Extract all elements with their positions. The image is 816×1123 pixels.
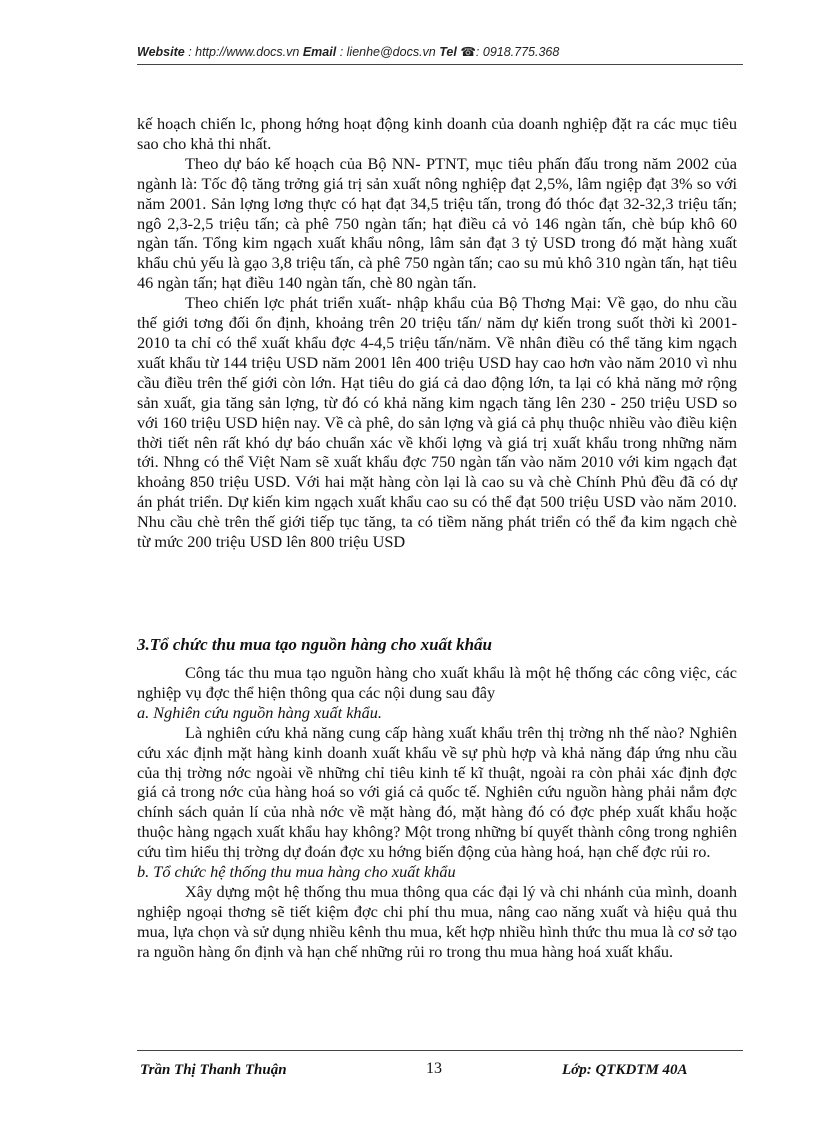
paragraph: Theo chiến lợc phát triển xuất- nhập khẩu của Bộ Thơng Mại: Về gạo, do nhu cầu thế giới tơng đối ổn định, khoảng trên 20 triệu tấn/ năm dự kiến trong suốt thời kì 2001- 2010 ta chỉ có thể xuất khẩu đợc 4-4,5 triệu tấn/năm. Về nhân điều có thể tăng kim ngạch xuất khẩu từ 144 triệu USD năm 2001 lên 400 triệu USD hay cao hơn vào năm 2010 vì nhu cầu điều trên thế giới còn lớn. Hạt tiêu do giá cả dao động lớn, ta lại có khả năng mở rộng sản xuất, gia tăng sản lợng, từ đó có khả năng kim ngạch tăng lên 230 - 250 triệu USD so với 160 triệu USD hiện nay. Về cà phê, do sản lợng và giá cả phụ thuộc nhiều vào điều kiện thời tiết nên rất khó dự báo chuẩn xác về khối lợng và giá trị xuất khẩu trong những năm tới. Nhng có thể Việt Nam sẽ xuất khẩu đợc 750 ngàn tấn vào năm 2010 với kim ngạch đạt khoảng 850 triệu USD. Với hai mặt hàng còn lại là cao su và chè Chính Phủ đều đã có dự án phát triển. Dự kiến kim ngạch xuất khẩu cao su có thể đạt 500 triệu USD vào năm 2010. Nhu cầu chè trên thế giới tiếp tục tăng, ta có tiềm năng phát triển có thể đa kim ngạch chè từ mức 200 triệu USD lên 800 triệu USD [137, 293, 737, 552]
paragraph: Xây dựng một hệ thống thu mua thông qua các đại lý và chi nhánh của mình, doanh nghiệp ngoại thơng sẽ tiết kiệm đợc chi phí thu mua, nâng cao năng xuất và hiệu quả thu mua, lựa chọn và sử dụng nhiều kênh thu mua, kết hợp nhiều hình thức thu mua là cơ sở tạo ra nguồn hàng ổn định và hạn chế những rủi ro trong thu mua hàng hoá xuất khẩu. [137, 881, 737, 961]
phone-icon: ☎ [460, 45, 476, 59]
body-text-top [137, 114, 737, 552]
footer-author: Trần Thị Thanh Thuận [140, 1062, 287, 1078]
website-label: Website [137, 45, 185, 59]
paragraph: Theo dự báo kế hoạch của Bộ NN- PTNT, mục tiêu phấn đấu trong năm 2002 của ngành là: Tốc độ tăng trởng giá trị sản xuất nông nghiệp đạt 2,5%, lâm ngiệp đạt 3% so với năm 2001. Sản lợng lơng thực có hạt đạt 34,5 triệu tấn, trong đó thóc đạt 32-32,3 triệu tấn; ngô 2,3-2,5 triệu tấn; cà phê 750 ngàn tấn; hạt điều cả vỏ 146 ngàn tấn, chè búp khô 60 ngàn tấn. Tổng kim ngạch xuất khẩu nông, lâm sản đạt 3 tỷ USD trong đó mặt hàng xuất khẩu chủ yếu là gạo 3,8 triệu tấn, cà phê 750 ngàn tấn; cao su mủ khô 310 ngàn tấn, hạt tiêu 46 ngàn tấn; hạt điều 140 ngàn tấn, chè 80 ngàn tấn. [137, 153, 737, 293]
website-value: : http://www.docs.vn [188, 45, 300, 59]
subheading: b. Tổ chức hệ thống thu mua hàng cho xuất khẩu [137, 862, 456, 882]
paragraph: Công tác thu mua tạo nguồn hàng cho xuất khẩu là một hệ thống các công việc, các nghiệp vụ đợc thể hiện thông qua các nội dung sau đây [137, 663, 737, 702]
page-number: 13 [426, 1060, 442, 1077]
section-heading: 3.Tổ chức thu mua tạo nguồn hàng cho xuất khẩu [137, 635, 493, 654]
footer-divider [137, 1050, 743, 1051]
header-divider [137, 64, 743, 65]
paragraph: kế hoạch chiến lc, phong hớng hoạt động kinh doanh của doanh nghiệp đặt ra các mục tiêu sao cho khả thi nhất. [137, 114, 737, 153]
footer-class: Lớp: QTKDTM 40A [562, 1062, 688, 1078]
page-header [137, 44, 743, 59]
paragraph: Là nghiên cứu khả năng cung cấp hàng xuất khẩu trên thị trờng nh thế nào? Nghiên cứu xác định mặt hàng kinh doanh xuất khẩu về sự phù hợp và khả năng đáp ứng nhu cầu của thị trờng nớc ngoài về những chỉ tiêu kinh tế kĩ thuật, ngoài ra còn phải xác định đợc giá cả trong nớc của hàng hoá so với giá cả quốc tế. Nghiên cứu nguồn hàng phải nắm đợc chính sách quản lí của nhà nớc về mặt hàng đó, mặt hàng đó có đợc phép xuất khẩu hoặc thuộc hàng ngạch xuất khẩu hay không? Một trong những bí quyết thành công trong nghiên cứu tìm hiểu thị trờng dự đoán đợc xu hớng biến động của hàng hoá, hạn chế đợc rủi ro. [137, 722, 737, 862]
tel-label: Tel [439, 45, 457, 59]
email-value: : lienhe@docs.vn [339, 45, 436, 59]
body-text-section [137, 663, 737, 962]
email-label: Email [302, 45, 337, 59]
subheading: a. Nghiên cứu nguồn hàng xuất khẩu. [137, 702, 382, 722]
tel-value: : 0918.775.368 [475, 45, 560, 59]
